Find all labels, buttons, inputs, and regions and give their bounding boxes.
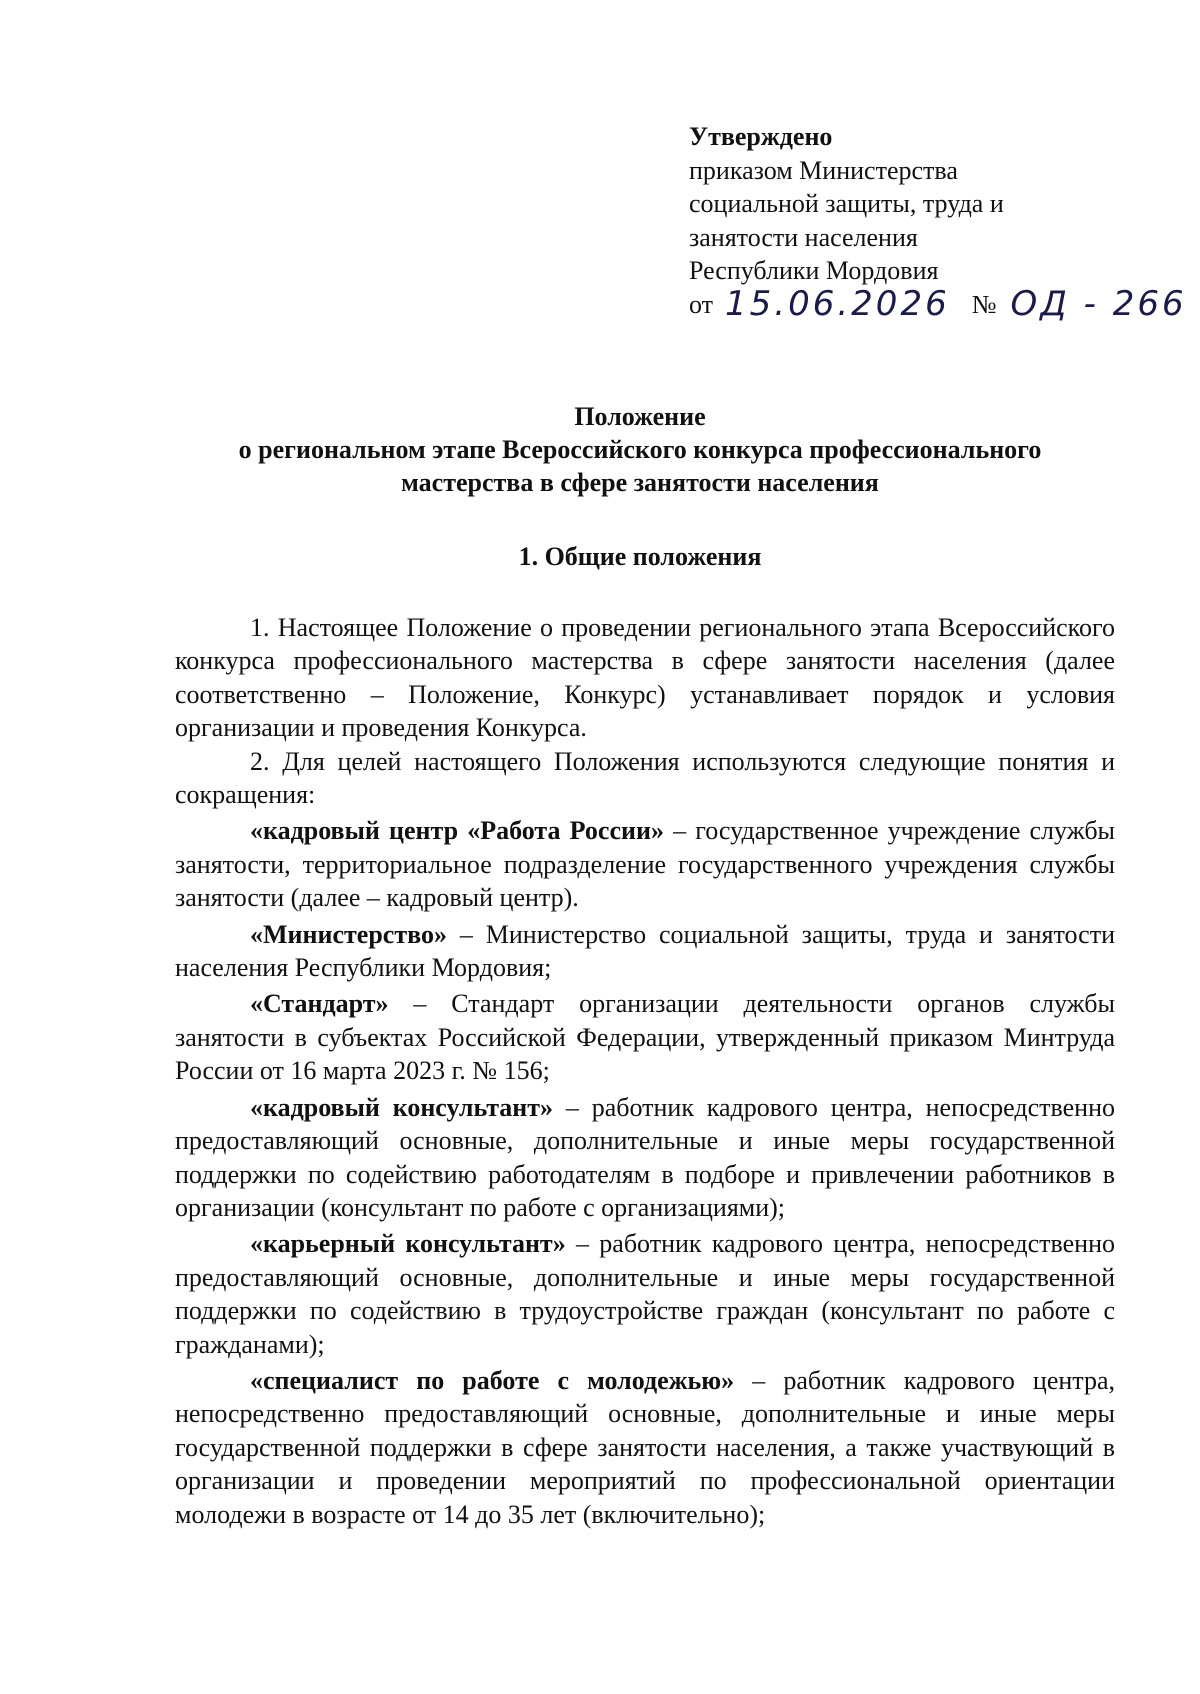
document-title: [175, 400, 1105, 499]
definition-term: «карьерный консультант»: [250, 1229, 566, 1259]
handwritten-order-number: ОД - 266: [1010, 283, 1187, 324]
approval-title: Утверждено: [689, 122, 833, 151]
definition-term: «Министерство»: [250, 919, 447, 949]
definition-term: «кадровый центр «Работа России»: [250, 816, 664, 846]
paragraph: 1. Настоящее Положение о проведении регионального этапа Всероссийского конкурса профессионального мастерства в сфере занятости населения (далее соответственно – Положение, Конкурс) устанавливает порядок и условия организации и проведения Конкурса.: [175, 613, 1115, 743]
approval-date-row: [689, 283, 1187, 324]
definition-term: «специалист по работе с молодежью»: [250, 1365, 735, 1395]
definition-item: [175, 814, 1115, 914]
title-line: мастерства в сфере занятости населения: [401, 468, 879, 497]
definition-term: «Стандарт»: [250, 989, 389, 1019]
approval-line: занятости населения: [689, 222, 918, 252]
date-prefix: от: [689, 289, 714, 319]
approval-stamp-block: [689, 120, 1187, 324]
number-sign: №: [971, 289, 997, 319]
definition-item: [175, 918, 1115, 985]
definition-item: [175, 987, 1115, 1087]
section-heading: 1. Общие положения: [518, 542, 762, 571]
document-body: [175, 611, 1115, 1531]
approval-line: социальной защиты, труда и: [689, 189, 1004, 218]
definition-item: [175, 1091, 1115, 1225]
definition-text: – Стандарт организации деятельности органов службы занятости в субъектах Российской Федерации, утвержденный приказом Минтруда России от 16 марта 2023 г. № 156;: [175, 989, 1115, 1086]
definition-text: – государственное учреждение службы занятости, территориальное подразделение государственного учреждения службы занятости (далее – кадровый центр).: [175, 816, 1116, 913]
definition-term: «кадровый консультант»: [250, 1092, 554, 1122]
handwritten-date: 15.06.2026: [725, 283, 950, 324]
definition-item: [175, 1364, 1115, 1531]
definition-item: [175, 1227, 1115, 1361]
paragraph: 2. Для целей настоящего Положения используются следующие понятия и сокращения:: [175, 746, 1115, 810]
title-line: о региональном этапе Всероссийского конкурса профессионального: [238, 435, 1042, 464]
definition-text: – Министерство социальной защиты, труда и занятости населения Республики Мордовия;: [175, 919, 1115, 983]
approval-line: Республики Мордовия: [689, 256, 939, 285]
title-line: Положение: [574, 402, 706, 431]
definition-text: – работник кадрового центра, непосредственно предоставляющий основные, дополнительные и иные меры государственной поддержки в сфере занятости населения, а также участвующий в организации и проведении мероприятий по профессиональной ориентации молодежи в возрасте от 14 до 35 лет (включительно);: [175, 1365, 1115, 1529]
definition-text: – работник кадрового центра, непосредственно предоставляющий основные, дополнительные и иные меры государственной поддержки по содействию работодателям в подборе и привлечении работников в организации (консультант по работе с организациями);: [175, 1092, 1115, 1222]
approval-line: приказом Министерства: [689, 155, 958, 185]
definition-text: – работник кадрового центра, непосредственно предоставляющий основные, дополнительные и иные меры государственной поддержки по содействию в трудоустройстве граждан (консультант по работе с гражданами);: [175, 1229, 1115, 1359]
